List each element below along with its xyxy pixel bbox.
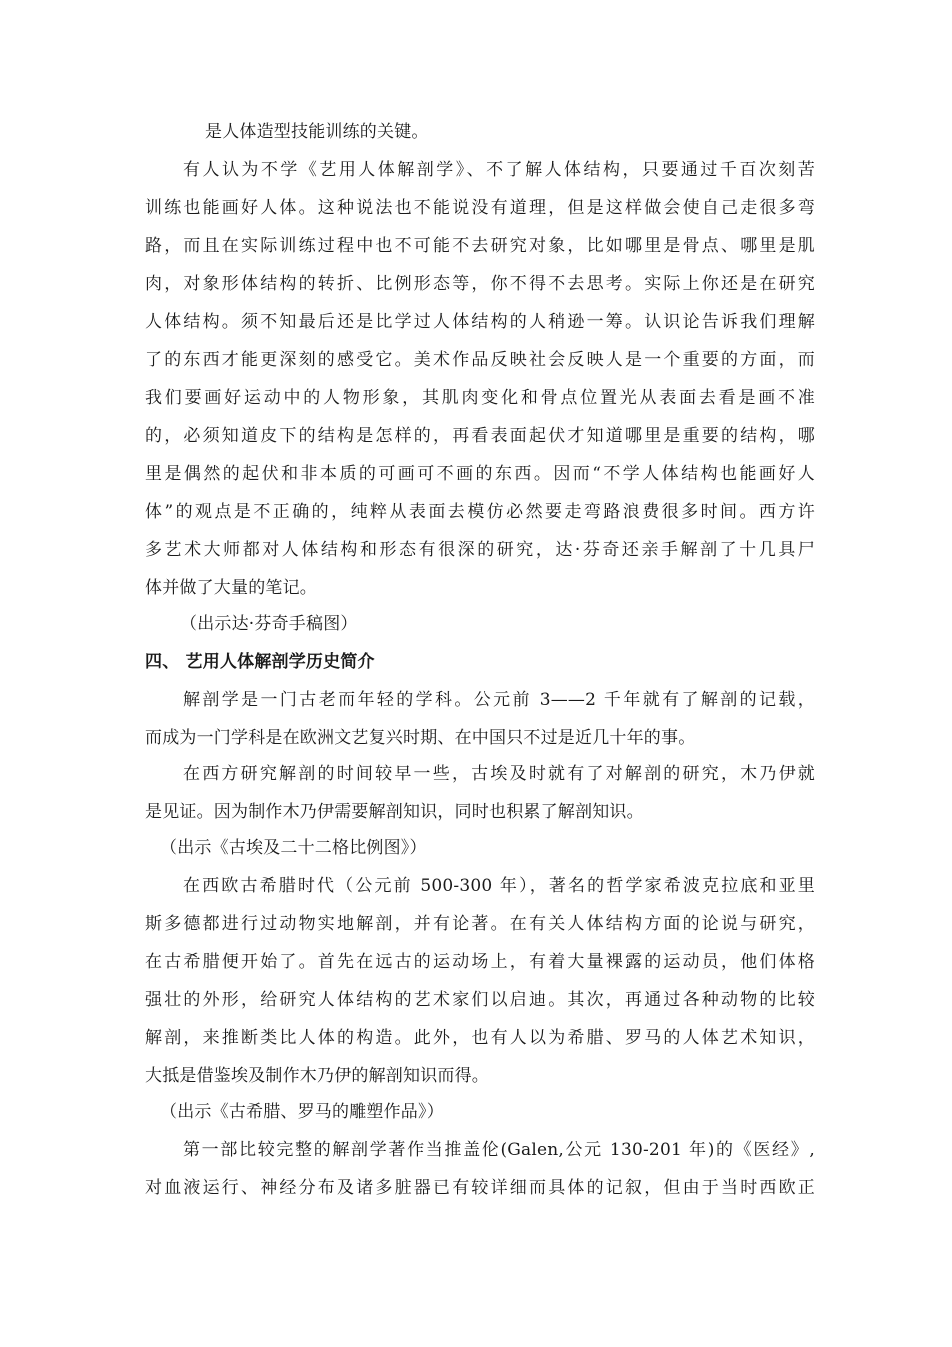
paragraph-line: 解剖，来推断类比人体的构造。此外，也有人以为希腊、罗马的人体艺术知识， bbox=[145, 1028, 815, 1048]
paragraph-line: 训练也能画好人体。这种说法也不能说没有道理，但是这样做会使自己走很多弯 bbox=[145, 198, 815, 218]
paragraph-line: 第一部比较完整的解剖学著作当推盖伦(Galen,公元 130-201 年)的《医经》, bbox=[183, 1140, 815, 1160]
paragraph-line: 了的东西才能更深刻的感受它。美术作品反映社会反映人是一个重要的方面，而 bbox=[145, 350, 815, 370]
paragraph-line: 肉，对象形体结构的转折、比例形态等，你不得不去思考。实际上你还是在研究 bbox=[145, 274, 815, 294]
paragraph-line: 里是偶然的起伏和非本质的可画可不画的东西。因而“不学人体结构也能画好人 bbox=[145, 464, 815, 484]
paragraph-line: 体并做了大量的笔记。 bbox=[145, 578, 317, 598]
paragraph-line: 而成为一门学科是在欧洲文艺复兴时期、在中国只不过是近几十年的事。 bbox=[145, 728, 696, 748]
paragraph-line: 在古希腊便开始了。首先在远古的运动场上，有着大量裸露的运动员，他们体格 bbox=[145, 952, 815, 972]
paragraph-line: 在西方研究解剖的时间较早一些，古埃及时就有了对解剖的研究，木乃伊就 bbox=[183, 764, 815, 784]
figure-note: （出示《古希腊、罗马的雕塑作品》） bbox=[160, 1102, 444, 1122]
paragraph-line: 人体结构。须不知最后还是比学过人体结构的人稍逊一筹。认识论告诉我们理解 bbox=[145, 312, 815, 332]
figure-note: （出示《古埃及二十二格比例图》） bbox=[160, 838, 427, 858]
paragraph-line: 体”的观点是不正确的，纯粹从表面去模仿必然要走弯路浪费很多时间。西方许 bbox=[145, 502, 815, 522]
paragraph-line: 的，必须知道皮下的结构是怎样的，再看表面起伏才知道哪里是重要的结构，哪 bbox=[145, 426, 815, 446]
paragraph-line: 是人体造型技能训练的关键。 bbox=[205, 122, 429, 142]
paragraph-line: 对血液运行、神经分布及诸多脏器已有较详细而具体的记叙，但由于当时西欧正 bbox=[145, 1178, 815, 1198]
paragraph-line: 我们要画好运动中的人物形象，其肌肉变化和骨点位置光从表面去看是画不准 bbox=[145, 388, 815, 408]
paragraph-line: 大抵是借鉴埃及制作木乃伊的解剖知识而得。 bbox=[145, 1066, 489, 1086]
figure-note: （出示达·芬奇手稿图） bbox=[180, 614, 358, 634]
paragraph-line: 路，而且在实际训练过程中也不可能不去研究对象，比如哪里是骨点、哪里是肌 bbox=[145, 236, 815, 256]
paragraph-line: 有人认为不学《艺用人体解剖学》、不了解人体结构，只要通过千百次刻苦 bbox=[183, 160, 815, 180]
paragraph-line: 强壮的外形，给研究人体结构的艺术家们以启迪。其次，再通过各种动物的比较 bbox=[145, 990, 815, 1010]
paragraph-line: 解剖学是一门古老而年轻的学科。公元前 3——2 千年就有了解剖的记载， bbox=[183, 690, 815, 710]
paragraph-line: 斯多德都进行过动物实地解剖，并有论著。在有关人体结构方面的论说与研究， bbox=[145, 914, 815, 934]
paragraph-line: 多艺术大师都对人体结构和形态有很深的研究，达·芬奇还亲手解剖了十几具尸 bbox=[145, 540, 815, 560]
section-heading: 四、 艺用人体解剖学历史简介 bbox=[145, 652, 375, 672]
paragraph-line: 在西欧古希腊时代（公元前 500-300 年），著名的哲学家希波克拉底和亚里 bbox=[183, 876, 815, 896]
paragraph-line: 是见证。因为制作木乃伊需要解剖知识，同时也积累了解剖知识。 bbox=[145, 802, 644, 822]
